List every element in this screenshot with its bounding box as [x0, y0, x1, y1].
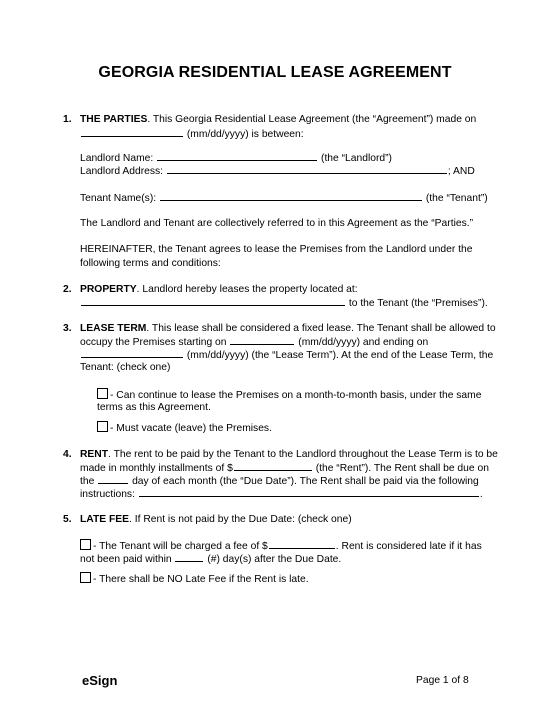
- section-1-hereinafter-2: following terms and conditions:: [80, 258, 221, 269]
- section-4-number: 4.: [63, 449, 72, 460]
- section-1-heading: THE PARTIES: [80, 114, 148, 125]
- section-3-line-1: [80, 322, 496, 335]
- no-late-fee-checkbox[interactable]: [80, 572, 91, 583]
- rent-amount-field[interactable]: [234, 461, 312, 471]
- must-vacate-text: - Must vacate (leave) the Premises.: [110, 423, 272, 434]
- section-2-text-1: . Landlord hereby leases the property located at:: [136, 284, 358, 295]
- section-4-line-2: [80, 461, 489, 475]
- section-3-line-2: [80, 335, 428, 349]
- late-fee-amount-field[interactable]: [269, 539, 335, 549]
- no-late-fee-text: - There shall be NO Late Fee if the Rent is late.: [93, 574, 309, 585]
- landlord-address-line: [80, 164, 475, 178]
- late-fee-text-2: . Rent is considered late if it has: [335, 541, 482, 552]
- lease-end-date-field[interactable]: [81, 348, 183, 358]
- section-2-line-2: [80, 296, 488, 310]
- section-2-text-2: to the Tenant (the “Premises”).: [348, 298, 488, 309]
- section-3-text-4: Tenant: (check one): [80, 362, 171, 373]
- section-2-heading: PROPERTY: [80, 284, 137, 295]
- section-4-text-2b: (the “Rent”). The Rent shall be due on: [315, 463, 489, 474]
- section-3-line-3: [80, 348, 493, 362]
- late-days-field[interactable]: [175, 552, 203, 562]
- payment-instructions-field[interactable]: [139, 487, 479, 497]
- section-5-heading: LATE FEE: [80, 514, 130, 525]
- late-fee-text-4: (#) day(s) after the Due Date.: [207, 554, 342, 565]
- landlord-address-field[interactable]: [167, 164, 447, 174]
- section-1-line-1: [80, 113, 476, 126]
- page-number: Page 1 of 8: [416, 675, 469, 686]
- section-1-parties: The Landlord and Tenant are collectively referred to in this Agreement as the “Parties.”: [80, 218, 474, 229]
- section-4-text-4: instructions:: [80, 489, 135, 500]
- tenant-names-label: Tenant Name(s):: [80, 193, 157, 204]
- section-1-text-2: (mm/dd/yyyy) is between:: [186, 129, 304, 140]
- tenant-names-suffix: (the “Tenant”): [425, 193, 488, 204]
- late-fee-option[interactable]: [80, 539, 482, 553]
- esign-logo: eSign: [82, 673, 118, 688]
- agreement-date-field[interactable]: [81, 127, 183, 137]
- section-3-text-1: . This lease shall be considered a fixed lease. The Tenant shall be allowed to: [146, 323, 496, 334]
- month-to-month-text-2: terms as this Agreement.: [97, 402, 211, 413]
- due-day-field[interactable]: [98, 474, 128, 484]
- section-5-number: 5.: [63, 514, 72, 525]
- section-2-number: 2.: [63, 284, 72, 295]
- late-fee-checkbox[interactable]: [80, 539, 91, 550]
- month-to-month-checkbox[interactable]: [97, 388, 108, 399]
- section-3-number: 3.: [63, 323, 72, 334]
- section-4-line-3: [80, 474, 479, 488]
- section-4-text-3a: the: [80, 476, 95, 487]
- section-3-text-2b: (mm/dd/yyyy) and ending on: [298, 337, 429, 348]
- tenant-names-line: [80, 191, 488, 205]
- landlord-address-and: ; AND: [447, 166, 475, 177]
- late-fee-line-2: [80, 552, 341, 566]
- tenant-names-field[interactable]: [160, 191, 422, 201]
- landlord-name-label: Landlord Name:: [80, 153, 154, 164]
- landlord-name-line: [80, 151, 392, 165]
- landlord-address-label: Landlord Address:: [80, 166, 164, 177]
- section-1-hereinafter-1: HEREINAFTER, the Tenant agrees to lease the Premises from the Landlord under the: [80, 244, 473, 255]
- month-to-month-option[interactable]: [97, 388, 481, 402]
- landlord-name-suffix: (the “Landlord”): [321, 153, 392, 164]
- property-address-field[interactable]: [81, 296, 345, 306]
- section-3-text-3: (mm/dd/yyyy) (the “Lease Term”). At the end of the Lease Term, the: [186, 350, 494, 361]
- section-4-text-2a: made in monthly installments of $: [80, 463, 233, 474]
- section-4-line-4: instructions: .: [80, 489, 483, 500]
- section-5-text-1: . If Rent is not paid by the Due Date: (check one): [129, 514, 352, 525]
- section-4-line-1: [80, 448, 498, 461]
- must-vacate-checkbox[interactable]: [97, 421, 108, 432]
- section-5-line-1: [80, 513, 352, 526]
- month-to-month-text-1: - Can continue to lease the Premises on a month-to-month basis, under the same: [110, 390, 482, 401]
- must-vacate-option[interactable]: [97, 421, 272, 435]
- section-1-line-2: [80, 127, 304, 141]
- section-1-number: 1.: [63, 114, 72, 125]
- section-4-text-3b: day of each month (the “Due Date”). The Rent shall be paid via the following: [132, 476, 479, 487]
- landlord-name-field[interactable]: [157, 151, 317, 161]
- document-title: GEORGIA RESIDENTIAL LEASE AGREEMENT: [98, 64, 452, 81]
- lease-start-date-field[interactable]: [230, 335, 294, 345]
- section-3-heading: LEASE TERM: [80, 323, 147, 334]
- late-fee-text-1: - The Tenant will be charged a fee of $: [93, 541, 268, 552]
- section-1-text-1: . This Georgia Residential Lease Agreement (the “Agreement”) made on: [147, 114, 477, 125]
- section-4-heading: RENT: [80, 449, 109, 460]
- section-3-text-2a: occupy the Premises starting on: [80, 337, 227, 348]
- no-late-fee-option[interactable]: [80, 572, 309, 586]
- section-4-text-1: . The rent to be paid by the Tenant to the Landlord throughout the Lease Term is to be: [108, 449, 498, 460]
- section-2-line-1: [80, 283, 358, 296]
- late-fee-text-3: not been paid within: [80, 554, 172, 565]
